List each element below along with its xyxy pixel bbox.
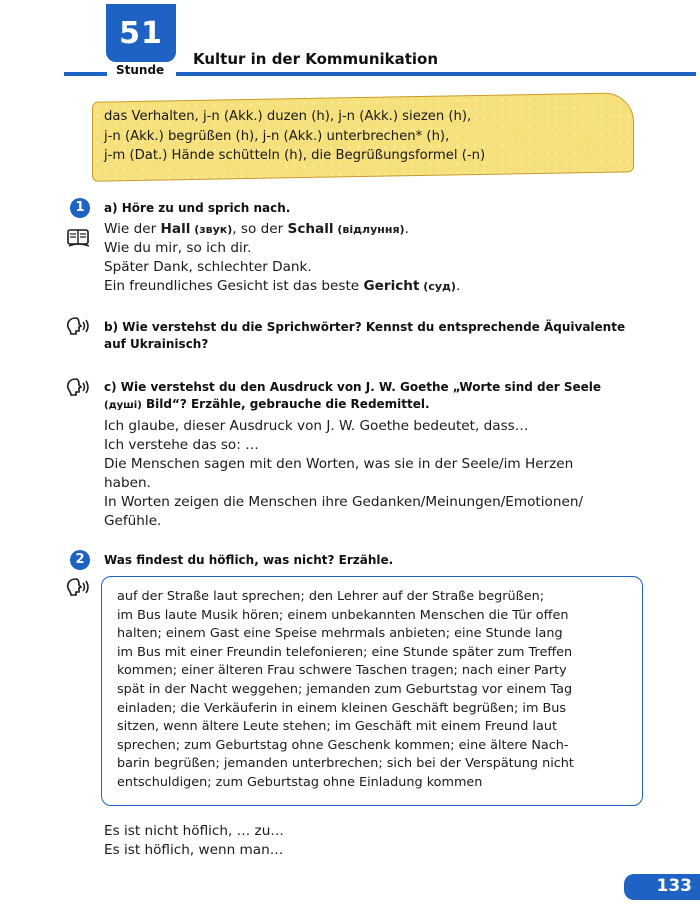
redemittel-line: In Worten zeigen die Menschen ihre Gedanken/Meinungen/Emotionen/ [104,494,584,510]
page-number: 133 [656,876,692,896]
gloss: (відлуння) [333,223,405,236]
task-a-heading: a) Höre zu und sprich nach. [104,201,291,215]
proverb-4: Ein freundliches Gesicht ist das beste Gericht (суд). [104,278,461,294]
exercise-number-badge: 2 [70,550,90,570]
task-c-heading: c) Wie verstehst du den Ausdruck von J. W. Goethe „Worte sind der Seele (душі) Bild“? Erzähle, gebrauche die Redemittel. [104,380,602,411]
header-rule-left [64,72,107,76]
sentence-starter: Es ist höflich, wenn man… [104,842,284,858]
lesson-number: 51 [119,16,163,51]
redemittel-list [104,417,664,531]
task-b-heading: b) Wie verstehst du die Sprichwörter? Kennst du entsprechende Äquivalente auf Ukrainisch? [104,320,626,351]
proverb-2: Wie du mir, so ich dir. [104,240,252,256]
redemittel-line: Gefühle. [104,513,162,529]
proverb-3: Später Dank, schlechter Dank. [104,259,312,275]
situation-line: kommen; einer älteren Frau schwere Taschen tragen; nach einer Party [117,663,567,679]
situation-line: spät in der Nacht weggehen; jemanden zum Geburtstag vor einem Tag [117,681,573,697]
exercise-number-badge: 1 [70,198,90,218]
header-rule-right [176,72,696,76]
situation-line: im Bus mit einer Freundin telefonieren; eine Stunde später zum Treffen [117,644,573,660]
sentence-starters [104,822,284,860]
speak-icon [64,315,94,337]
situation-line: sitzen, wenn ältere Leute stehen; im Geschäft mit einem Freund laut [117,719,557,735]
redemittel-line: Ich verstehe das so: … [104,437,259,453]
situation-line: auf der Straße laut sprechen; den Lehrer auf der Straße begrüßen; [117,589,545,604]
lesson-word: Stunde [116,63,165,77]
redemittel-line: haben. [104,475,151,491]
redemittel-line: Ich glaube, dieser Ausdruck von J. W. Goethe bedeutet, dass… [104,418,529,434]
listen-book-icon [66,226,92,248]
situation-line: halten; einem Gast eine Speise mehrmals anbieten; eine Stunde lang [117,626,563,642]
vocabulary-line: j-m (Dat.) Hände schütteln (h), die Begrüßungsformel (-n) [104,148,486,163]
speak-icon [64,376,94,398]
vocabulary-line: das Verhalten, j-n (Akk.) duzen (h), j-n (Akk.) siezen (h), [104,109,472,124]
situation-line: sprechen; zum Geburtstag ohne Geschenk kommen; eine ältere Nach- [117,737,569,753]
vocabulary-line: j-n (Akk.) begrüßen (h), j-n (Akk.) unterbrechen* (h), [104,128,450,144]
redemittel-line: Die Menschen sagen mit den Worten, was sie in der Seele/im Herzen [104,456,574,472]
proverbs-block [104,220,460,296]
keyword-hall: Hall [160,221,191,237]
speak-icon [64,576,94,598]
keyword-gericht: Gericht [363,278,420,294]
situation-line: entschuldigen; zum Geburtstag ohne Einladung kommen [117,774,483,790]
exercise2-heading: Was findest du höflich, was nicht? Erzähle. [104,553,394,567]
sentence-starter: Es ist nicht höflich, … zu… [104,823,284,839]
vocabulary-list [104,107,624,166]
gloss: (душі) [104,400,142,411]
gloss: (звук) [190,223,233,236]
keyword-schall: Schall [287,221,334,237]
situation-line: einladen; die Verkäuferin in einem kleinen Geschäft begrüßen; im Bus [117,700,567,716]
situation-line: barin begrüßen; jemanden unterbrechen; sich bei der Verspätung nicht [117,756,574,772]
proverb-1: Wie der Hall (звук), so der Schall (відлуння). [104,221,409,237]
situations-list [117,588,629,793]
page-title: Kultur in der Kommunikation [193,50,439,68]
situation-line: im Bus laute Musik hören; einem unbekannten Menschen die Tür offen [117,607,569,623]
gloss: (суд) [419,280,456,293]
